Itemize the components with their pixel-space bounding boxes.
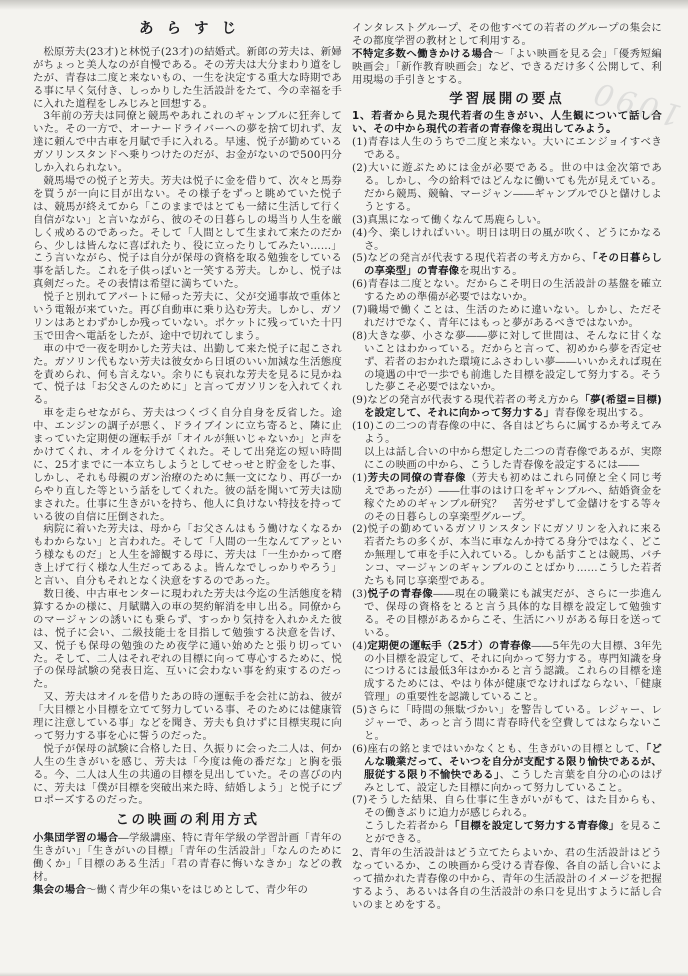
item-text: 青春は二度とない。だからこそ明日の生活設計の基盤を確立するための準備が必要ではないか。 — [363, 278, 662, 304]
handwritten-number-watermark: 1090 — [586, 73, 686, 133]
item-number: (3) — [352, 213, 368, 226]
item-lead: 定期便の運転手（25才）の青春像 — [367, 639, 532, 652]
conclusion-emphasis: 「目標を設定して努力する青春像」 — [449, 820, 620, 833]
portrait-item — [352, 704, 662, 743]
item-emphasis: 「夢(希望=目標)を設定して、それに向かって努力する」 — [363, 394, 663, 420]
item-number: (8) — [352, 329, 368, 342]
item-text: などの発言が代表する現代若者の考え方から — [367, 394, 580, 407]
portrait-item — [352, 588, 662, 640]
item-text: （芳夫も初めはこれら同僚と全く同じ考えであったが）――仕事のはけ口をギャンブルへ、結婚資金を稼ぐためのギャンブル研究？ 苦労せずして金儲けをする等々のその日暮らしの享楽型グループ。 — [363, 471, 662, 523]
usage-lead: 小集団学習の場合 — [33, 832, 119, 845]
broadcast-text: 〜「よい映画を見る会」「優秀短編映画会」「新作教育映画会」など、できるだけ多く公開して、利用現場の手引きとする。 — [352, 47, 662, 86]
item-emphasis: 「どんな職業だって、そいつを自分が支配する限り愉快であるが、服従する限り不愉快である」 — [363, 742, 662, 781]
usage-paragraph — [33, 832, 342, 884]
item-text: この二つの青春像の中に、各自はどちらに属するか考えてみよう。 — [363, 420, 662, 446]
item-number: (5) — [352, 252, 368, 265]
portrait-item — [352, 743, 662, 795]
item-number: (2) — [352, 162, 368, 175]
item-text: 、こうした言葉を自分の心のはげみとして、設定した目標に向かって努力していること。 — [363, 768, 663, 794]
item-text: を現出する。 — [459, 265, 523, 278]
opinion-item — [352, 330, 662, 395]
opinion-item — [352, 304, 662, 330]
synopsis-paragraph: 又、芳夫はオイルを借りたあの時の運転手を会社に訪ね、彼が「大目標と小目標を立てて努力している事、そのためには健康管理に注意している事」などを聞き、芳夫も負けずに目標実現に向って努力する事を心に誓うのだった。 — [33, 691, 342, 742]
usage-paragraph — [33, 884, 342, 897]
opinion-item — [352, 252, 662, 278]
item-number: (10) — [352, 420, 375, 433]
item-number: (6) — [352, 742, 368, 755]
discussion-question-1: 1、若者から見た現代若者の生きがい、人生観について話し合い、その中から現代の若者の青春像を現出してみよう。 — [352, 110, 662, 136]
item-number: (3) — [352, 587, 368, 600]
portrait-item — [352, 794, 662, 820]
usage-lead: 集会の場合 — [33, 883, 86, 896]
item-text: 大きな夢、小さな夢――夢に対して世間は、そんなに甘くないことはわかっている。だからと言って、初めから夢を否定せず、若者のおかれた環境にふさわしい夢――いいかえれば現在の境遇の中で一歩でも前進した目標を設定して努力する。そうした夢こそ必要ではないか。 — [363, 329, 662, 394]
broadcast-paragraph — [352, 48, 662, 87]
item-number: (5) — [352, 704, 368, 717]
item-text: 悦子の勤めているガソリンスタンドにガソリンを入れに来る若者たちの多くが、本当に車なんか持てる身分ではなく、どこか無理して車を手に入れている。しかも話すことは競馬、パチンコ、マージャンのギャンブルのことばかり……こうした若者たちも同じ享楽型である。 — [363, 523, 662, 588]
synopsis-paragraph: 病院に着いた芳夫は、母から「お父さんはもう働けなくなるかもわからない」と言われた。そして「人間の一生なんてアッという様なものだ」と人生を諦観する母に、芳夫は「一生かかって磨き上げて行く様な人生だってあるよ。皆んなでしっかりやろう」と言い、自分もそれとなく決意をするのであった。 — [33, 523, 342, 588]
opinion-item — [352, 227, 662, 253]
item-text: そうした結果、自ら仕事に生きがいがもて、はた目からも、その働きぶりに迫力が感じられる。 — [363, 794, 662, 820]
item-text: ――5年先の大目標、3年先の小目標を設定して、それに向かって努力する。専門知識を身につけるには最低3年はかかると言う認識。これらの目標を達成するためには、やはり体が健康でなければならない、「健康管理」の重要性を認識していること。 — [363, 639, 662, 704]
bridge-paragraph: 以上は話し合いの中から想定した二つの青春像であるが、実際にこの映画の中から、こうした青春像を設定するには―― — [363, 446, 662, 471]
usage-continuation-paragraph: インタレストグループ、その他すべての若者のグループの集会にその都度学習の教材として利用する。 — [352, 22, 662, 47]
item-number: (1) — [352, 471, 368, 484]
item-text: 青春像を現出する。 — [554, 407, 650, 420]
synopsis-paragraph: 松原芳夫(23才)と林悦子(23才)の結婚式。新郎の芳夫は、新婦がちょっと美人なのが自慢である。その芳夫は大分まわり道をしたが、青春は二度と来ないもの、一生を決定する重大な時期である事に早く気付き、しっかりした生活設計をたて、今の幸福を手に入れた道程をしみじみと回想する。 — [33, 45, 342, 110]
item-lead: 芳夫の同僚の青春像 — [367, 471, 466, 484]
opinion-item — [352, 420, 662, 446]
item-number: (1) — [352, 136, 368, 149]
item-emphasis: 「その日暮らしの享楽型」の青春像 — [363, 252, 662, 278]
opinion-item — [352, 162, 662, 214]
item-text: 真黒になって働くなんて馬鹿らしい。 — [367, 213, 548, 226]
item-number: (2) — [352, 523, 368, 536]
item-number: (7) — [352, 304, 368, 317]
item-text: 青春は人生のうちで二度と来ない。大いにエンジョイすべきである。 — [363, 136, 662, 162]
usage-heading: この映画の利用方式 — [115, 812, 260, 829]
opinion-item — [352, 394, 662, 420]
item-number: (6) — [352, 278, 368, 291]
discussion-question-2: 2、青年の生活設計はどう立てたらよいか、君の生活設計はどうなっているか、この映画から受ける青春像、各自の話し合いによって描かれた青春像の中から、青年の生活設計のイメージを把握するよう、あるいは各自の生活設計の糸口を見出すように話し合いのまとめをする。 — [352, 847, 662, 911]
study-points-heading: 学習展開の要点 — [449, 90, 565, 107]
synopsis-paragraph: 数日後、中古車センターに現われた芳夫は今迄の生活態度を精算するかの様に、月賦購入の車の契約解消を申し出る。同僚からのマージャンの誘いにも乗らず、すっかり気持を入れかえた彼は、悦子に会い、二級技能士を目指して勉強する決意を告げ、又、悦子も保母の勉強のため夜学に通い始めたと張り切っていた。そして、二人はそれぞれの目標に向って専心するために、悦子の保母試験の発表日迄、互いに会わない事を約束するのだった。 — [33, 587, 342, 691]
opinion-item — [352, 278, 662, 304]
item-text: 今、楽しければいい。明日は明日の風が吹く、どうにかなるさ。 — [363, 226, 662, 252]
item-text: 座右の銘とまではいかなくとも、生きがいの目標として、 — [367, 742, 646, 755]
item-number: (4) — [352, 639, 368, 652]
portrait-item — [352, 640, 662, 705]
conclusion-text: を見ることができる。 — [363, 820, 662, 846]
scan-edge-shadow-top — [0, 0, 688, 10]
item-number: (9) — [352, 394, 368, 407]
usage-text: 〜働く青少年の集いをはじめとして、青少年の — [85, 883, 309, 896]
item-lead: 悦子の青春像 — [367, 587, 434, 600]
conclusion-paragraph — [352, 820, 662, 846]
synopsis-paragraph: 競馬場での悦子と芳夫。芳夫は悦子に金を借りて、次々と馬券を買うが一向に目が出ない。その様子をずっと眺めていた悦子は、競馬が終えてから「このままではとても一緒に生活して行く自信がない」と言いながら、彼のその日暮らしの場当り人生を厳しく戒めるのであった。そして「人間として生まれて来たのだから、少しは皆んなに喜ばれたり、役に立ったりしてみたい……」こう言いながら、悦子は自分が保母の資格を取る勉強をしている事を話した。これを子供っぽいと一笑する芳夫。しかし、悦子は真剣だった。その表情は希望に満ちていた。 — [33, 174, 342, 291]
synopsis-paragraph: 悦子が保母の試験に合格した日、久振りに会った二人は、何か人生の生きがいを感じ、芳夫は「今度は俺の番だな」と胸を張る。今、二人は人生の共通の目標を見出していた。その喜びの内に、芳夫は「僕が目標を突破出来た時、結婚しよう」と悦子にプロポーズするのだった。 — [33, 742, 342, 807]
portrait-item — [352, 523, 662, 588]
usage-text: ―学級講座、特に青年学級の学習計画「青年の生きがい」「生きがいの目標」「青年の生活設計」「なんのために働くか」「目標のある生活」「君の青春に悔いなきか」などの教材。 — [33, 832, 342, 883]
item-text: さらに「時間の無駄づかい」を警告している。レジャー、レジャーで、あっと言う間に青春時代を空費してはならないこと。 — [363, 704, 662, 742]
item-number: (4) — [352, 226, 368, 239]
portrait-item — [352, 472, 662, 524]
item-number: (7) — [352, 794, 368, 807]
broadcast-lead: 不特定多数へ働きかける場合 — [352, 47, 494, 60]
opinion-item — [352, 214, 662, 227]
item-text: ――現在の職業にも誠実だが、さらに一歩進んで、保母の資格をとると言う具体的な目標を設定して勉強する。その目標があるからこそ、生活にハリがある毎日を送っている。 — [363, 587, 662, 639]
item-text: などの発言が代表する現代若者の考え方から、 — [367, 252, 593, 265]
synopsis-paragraph: 車の中で一夜を明かした芳夫は、出勤して来た悦子に起こされた。ガソリン代もない芳夫は彼女から日頃のいい加減な生活態度を責められ、何も言えない。余りにも哀れな芳夫を見るに見かねて、悦子は「お父さんのために」と言ってガソリンを入れてくれる。 — [33, 342, 342, 407]
synopsis-paragraph: 車を走らせながら、芳夫はつくづく自分自身を反省した。途中、エンジンの調子が悪く、ドライブインに立ち寄ると、隣に止まっていた定期便の運転手が「オイルが無いじゃないか」と声をかけてくれ、オイルを分けてくれた。そして出発迄の短い時間に、25才までに一本立ちしようとしてせっせと貯金をした事、しかし、それも母親のガン治療のために無一文になり、再び一からやり直した等という話をしてくれた。彼の話を聞いて芳夫は励まされた。仕事に生きがいを持ち、他人に負けない特技を持っている彼の自信に圧倒された。 — [33, 407, 342, 523]
left-column — [33, 16, 342, 897]
conclusion-text: こうした若者から — [363, 820, 450, 833]
synopsis-paragraph: 3年前の芳夫は同僚と競馬やあれこれのギャンブルに狂奔していた。その一方で、オーナードライバーへの夢を捨て切れず、友達に頼んで中古車を月賦で手に入れる。早速、悦子が勤めているガソリンスタンドへ乗りつけたのだが、お金がないので500円分しか入れられない。 — [33, 110, 342, 175]
item-text: 大いに遊ぶためには金が必要である。世の中は金次第である。しかし、今の給料ではどんなに働いても先が見えている。だから競馬、競輪、マージャン――ギャンブルでひと儲けしようとする。 — [363, 162, 662, 213]
item-text: 職場で働くことは、生活のために違いない。しかし、ただそれだけでなく、青年にはもっと夢があるべきではないか。 — [363, 304, 662, 329]
right-column — [352, 22, 662, 912]
synopsis-heading: あらすじ — [139, 21, 249, 37]
synopsis-paragraph: 悦子と別れてアパートに帰った芳夫に、父が交通事故で重体という電報が来ていた。再び自動車に乗り込む芳夫。しかし、ガソリンはあとわずかしか残っていない。ポケットに残っていた十円玉で田舎へ電話をしたが、途中で切れてしまう。 — [33, 291, 342, 342]
scan-edge-shadow-bottom — [0, 972, 688, 976]
opinion-item — [352, 136, 662, 162]
